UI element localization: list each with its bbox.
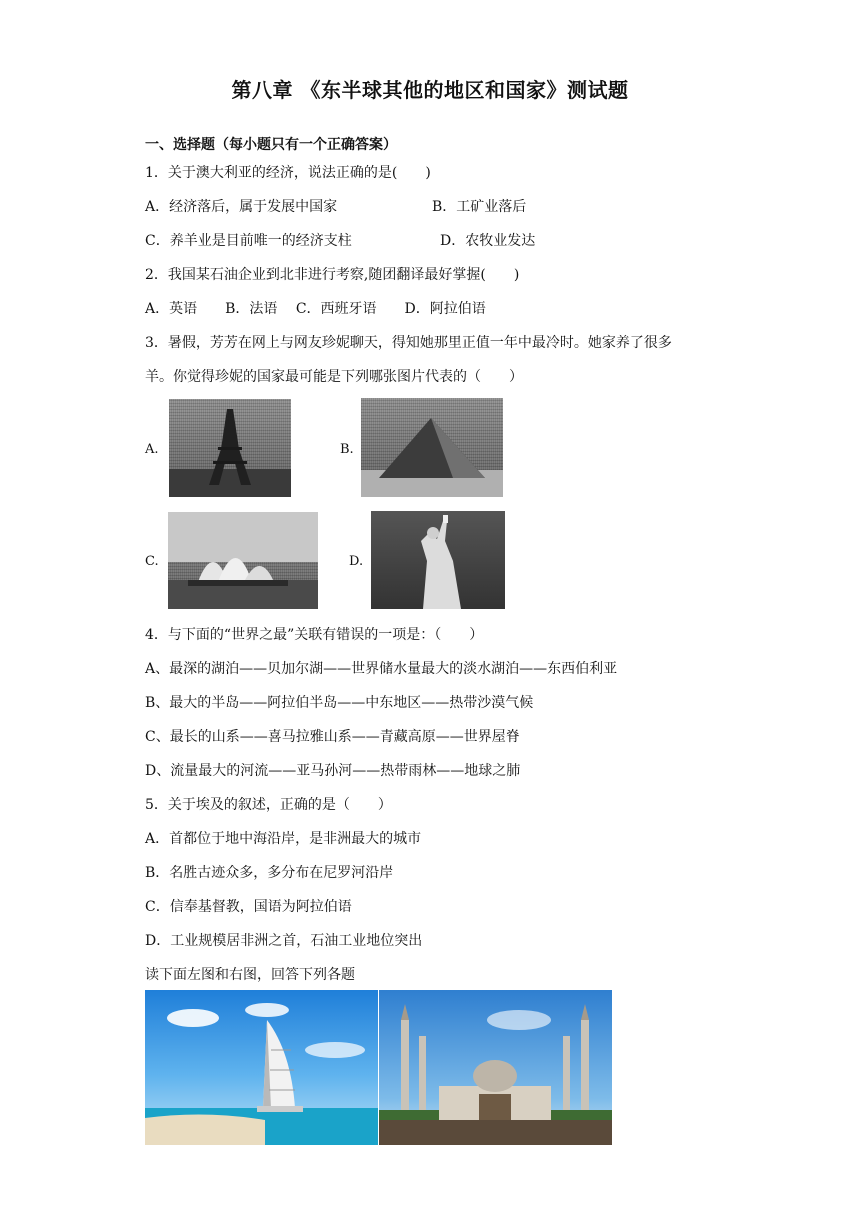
- image-label-b: B.: [340, 442, 354, 457]
- image-label-d: D.: [349, 554, 364, 569]
- question-5-option-d: D．工业规模居非洲之首，石油工业地位突出: [145, 933, 423, 949]
- question-1-option-a: A．经济落后，属于发展中国家: [145, 199, 338, 215]
- question-1-option-b: B．工矿业落后: [432, 199, 527, 215]
- mosque-image: [379, 990, 612, 1145]
- question-4-stem: 4．与下面的“世界之最”关联有错误的一项是：（ ）: [145, 627, 484, 643]
- image-label-a: A.: [145, 442, 159, 457]
- page-title: 第八章 《东半球其他的地区和国家》测试题: [231, 78, 629, 102]
- pyramid-image: [361, 398, 503, 497]
- question-4-option-a: A、最深的湖泊——贝加尔湖——世界储水量最大的淡水湖泊——东西伯利亚: [145, 661, 618, 677]
- sydney-opera-house-image: [168, 512, 318, 609]
- question-2-stem: 2．我国某石油企业到北非进行考察,随团翻译最好掌握( ): [145, 267, 520, 283]
- section-heading: 一、选择题（每小题只有一个正确答案）: [145, 137, 397, 153]
- question-5-option-c: C．信奉基督教，国语为阿拉伯语: [145, 899, 352, 915]
- question-1-option-d: D．农牧业发达: [440, 233, 536, 249]
- statue-of-liberty-image: [371, 511, 505, 609]
- question-4-option-d: D、流量最大的河流——亚马孙河——热带雨林——地球之肺: [145, 763, 521, 779]
- question-1-stem: 1．关于澳大利亚的经济，说法正确的是( ): [145, 165, 431, 181]
- question-3-stem-line2: 羊。你觉得珍妮的国家最可能是下列哪张图片代表的（ ）: [145, 369, 523, 385]
- question-4-option-b: B、最大的半岛——阿拉伯半岛——中东地区——热带沙漠气候: [145, 695, 534, 711]
- question-4-option-c: C、最长的山系——喜马拉雅山系——青藏高原——世界屋脊: [145, 729, 520, 745]
- question-5-option-a: A．首都位于地中海沿岸，是非洲最大的城市: [145, 831, 422, 847]
- question-1-option-c: C．养羊业是目前唯一的经济支柱: [145, 233, 352, 249]
- reading-prompt: 读下面左图和右图，回答下列各题: [145, 967, 355, 983]
- question-2-options: A．英语 B．法语 C．西班牙语 D．阿拉伯语: [145, 301, 486, 317]
- eiffel-tower-image: [169, 399, 291, 497]
- question-3-stem-line1: 3．暑假，芳芳在网上与网友珍妮聊天，得知她那里正值一年中最冷时。她家养了很多: [145, 335, 672, 351]
- question-5-option-b: B．名胜古迹众多，多分布在尼罗河沿岸: [145, 865, 394, 881]
- question-5-stem: 5．关于埃及的叙述，正确的是（ ）: [145, 797, 392, 813]
- burj-al-arab-image: [145, 990, 378, 1145]
- image-label-c: C.: [145, 554, 159, 569]
